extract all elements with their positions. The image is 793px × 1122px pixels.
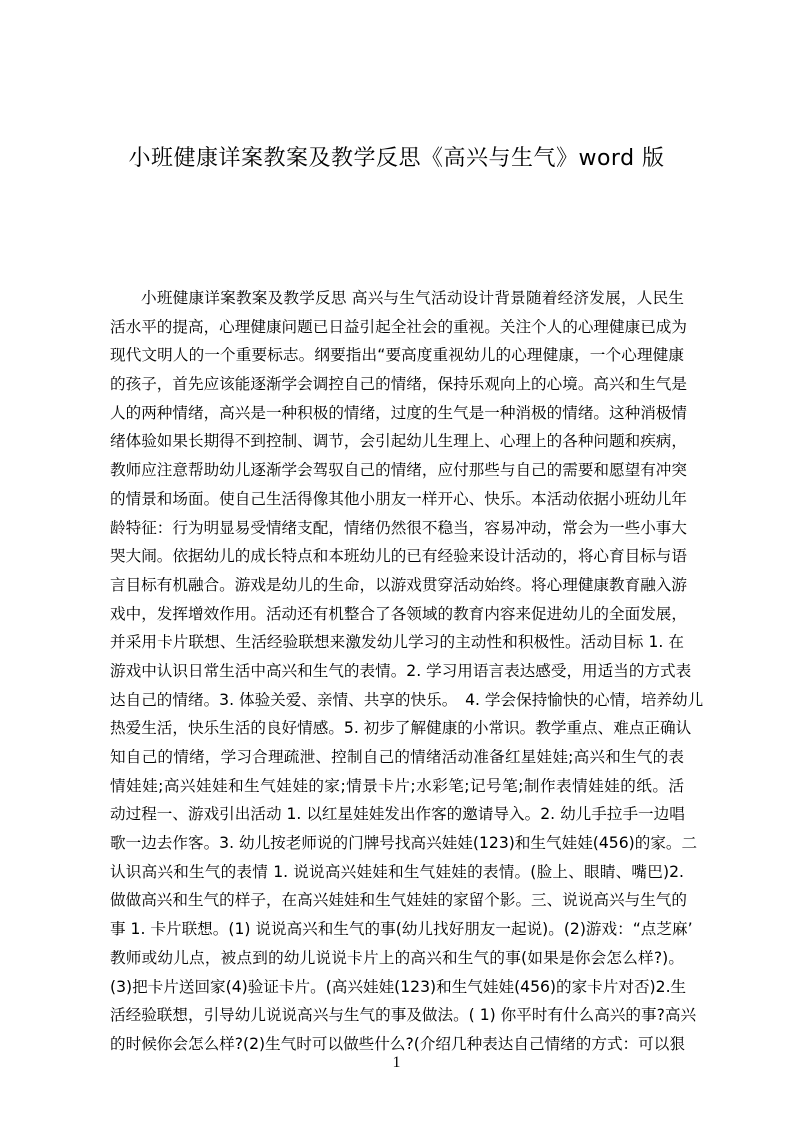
document-body [110,284,704,1059]
body-text-line: 事 1. 卡片联想。(1) 说说高兴和生气的事(幼儿找好朋友一起说)。(2)游戏：“点芝麻’ [110,920,693,939]
body-text-line: 龄特征：行为明显易受情绪支配，情绪仍然很不稳当，容易冲动，常会为一些小事大 [110,518,687,537]
body-text-line: 教师或幼儿点，被点到的幼儿说说卡片上的高兴和生气的事(如果是你会怎么样?)。 [110,948,684,967]
body-text-line: 动过程一、游戏引出活动 1. 以红星娃娃发出作客的邀请导入。2. 幼儿手拉手一边唱 [110,805,685,824]
body-text-line: 的时候你会怎么样?(2)生气时可以做些什么?(介绍几种表达自己情绪的方式：可以狠 [110,1034,685,1053]
body-text-line: 认识高兴和生气的表情 1. 说说高兴娃娃和生气娃娃的表情。(脸上、眼睛、嘴巴)2. [110,862,684,881]
body-text-line: 的孩子，首先应该能逐渐学会调控自己的情绪，保持乐观向上的心境。高兴和生气是 [110,375,687,394]
body-text-line: 戏中，发挥增效作用。活动还有机整合了各领域的教育内容来促进幼儿的全面发展， [110,604,687,623]
body-text-line: 小班健康详案教案及教学反思 高兴与生气活动设计背景随着经济发展，人民生 [141,289,684,307]
body-text-line: 绪体验如果长期得不到控制、调节，会引起幼儿生理上、心理上的各种问题和疾病， [110,432,687,451]
page-number: 1 [392,1054,401,1071]
body-text-line: 哭大闹。依据幼儿的成长特点和本班幼儿的已有经验来设计活动的，将心育目标与语 [110,547,687,566]
document-title: 小班健康详案教案及教学反思《高兴与生气》word 版 [128,146,665,171]
body-text-line: 歌一边去作客。3. 幼儿按老师说的门牌号找高兴娃娃(123)和生气娃娃(456)的家。二 [110,834,698,853]
body-text-line: 做做高兴和生气的样子，在高兴娃娃和生气娃娃的家留个影。三、说说高兴与生气的 [110,891,687,910]
body-text-line: (3)把卡片送回家(4)验证卡片。(高兴娃娃(123)和生气娃娃(456)的家卡片对否)2.生 [110,977,687,996]
body-text-line: 知自己的情绪，学习合理疏泄、控制自己的情绪活动准备红星娃娃;高兴和生气的表 [110,748,684,766]
body-text-line: 游戏中认识日常生活中高兴和生气的表情。2. 学习用语言表达感受，用适当的方式表 [110,661,692,680]
body-text-line: 情娃娃;高兴娃娃和生气娃娃的家;情景卡片;水彩笔;记号笔;制作表情娃娃的纸。活 [110,776,684,795]
body-text-line: 现代文明人的一个重要标志。纲要指出“要高度重视幼儿的心理健康，一个心理健康 [110,346,684,365]
body-text-line: 教师应注意帮助幼儿逐渐学会驾驭自己的情绪，应付那些与自己的需要和愿望有冲突 [110,461,687,480]
body-text-line: 言目标有机融合。游戏是幼儿的生命，以游戏贯穿活动始终。将心理健康教育融入游 [110,575,687,594]
body-text-line: 热爱生活，快乐生活的良好情感。5. 初步了解健康的小常识。教学重点、难点正确认 [110,719,692,738]
body-text-line: 的情景和场面。使自己生活得像其他小朋友一样开心、快乐。本活动依据小班幼儿年 [110,489,687,508]
body-text-line: 人的两种情绪，高兴是一种积极的情绪，过度的生气是一种消极的情绪。这种消极情 [110,403,687,422]
body-text-line: 活经验联想，引导幼儿说说高兴与生气的事及做法。( 1) 你平时有什么高兴的事?高兴 [110,1006,697,1025]
body-text-line: 并采用卡片联想、生活经验联想来激发幼儿学习的主动性和积极性。活动目标 1. 在 [110,633,684,652]
body-text-line: 达自己的情绪。3. 体验关爱、亲情、共享的快乐。 4. 学会保持愉快的心情，培养幼儿 [110,690,704,709]
body-text-line: 活水平的提高，心理健康问题已日益引起全社会的重视。关注个人的心理健康已成为 [110,317,687,336]
